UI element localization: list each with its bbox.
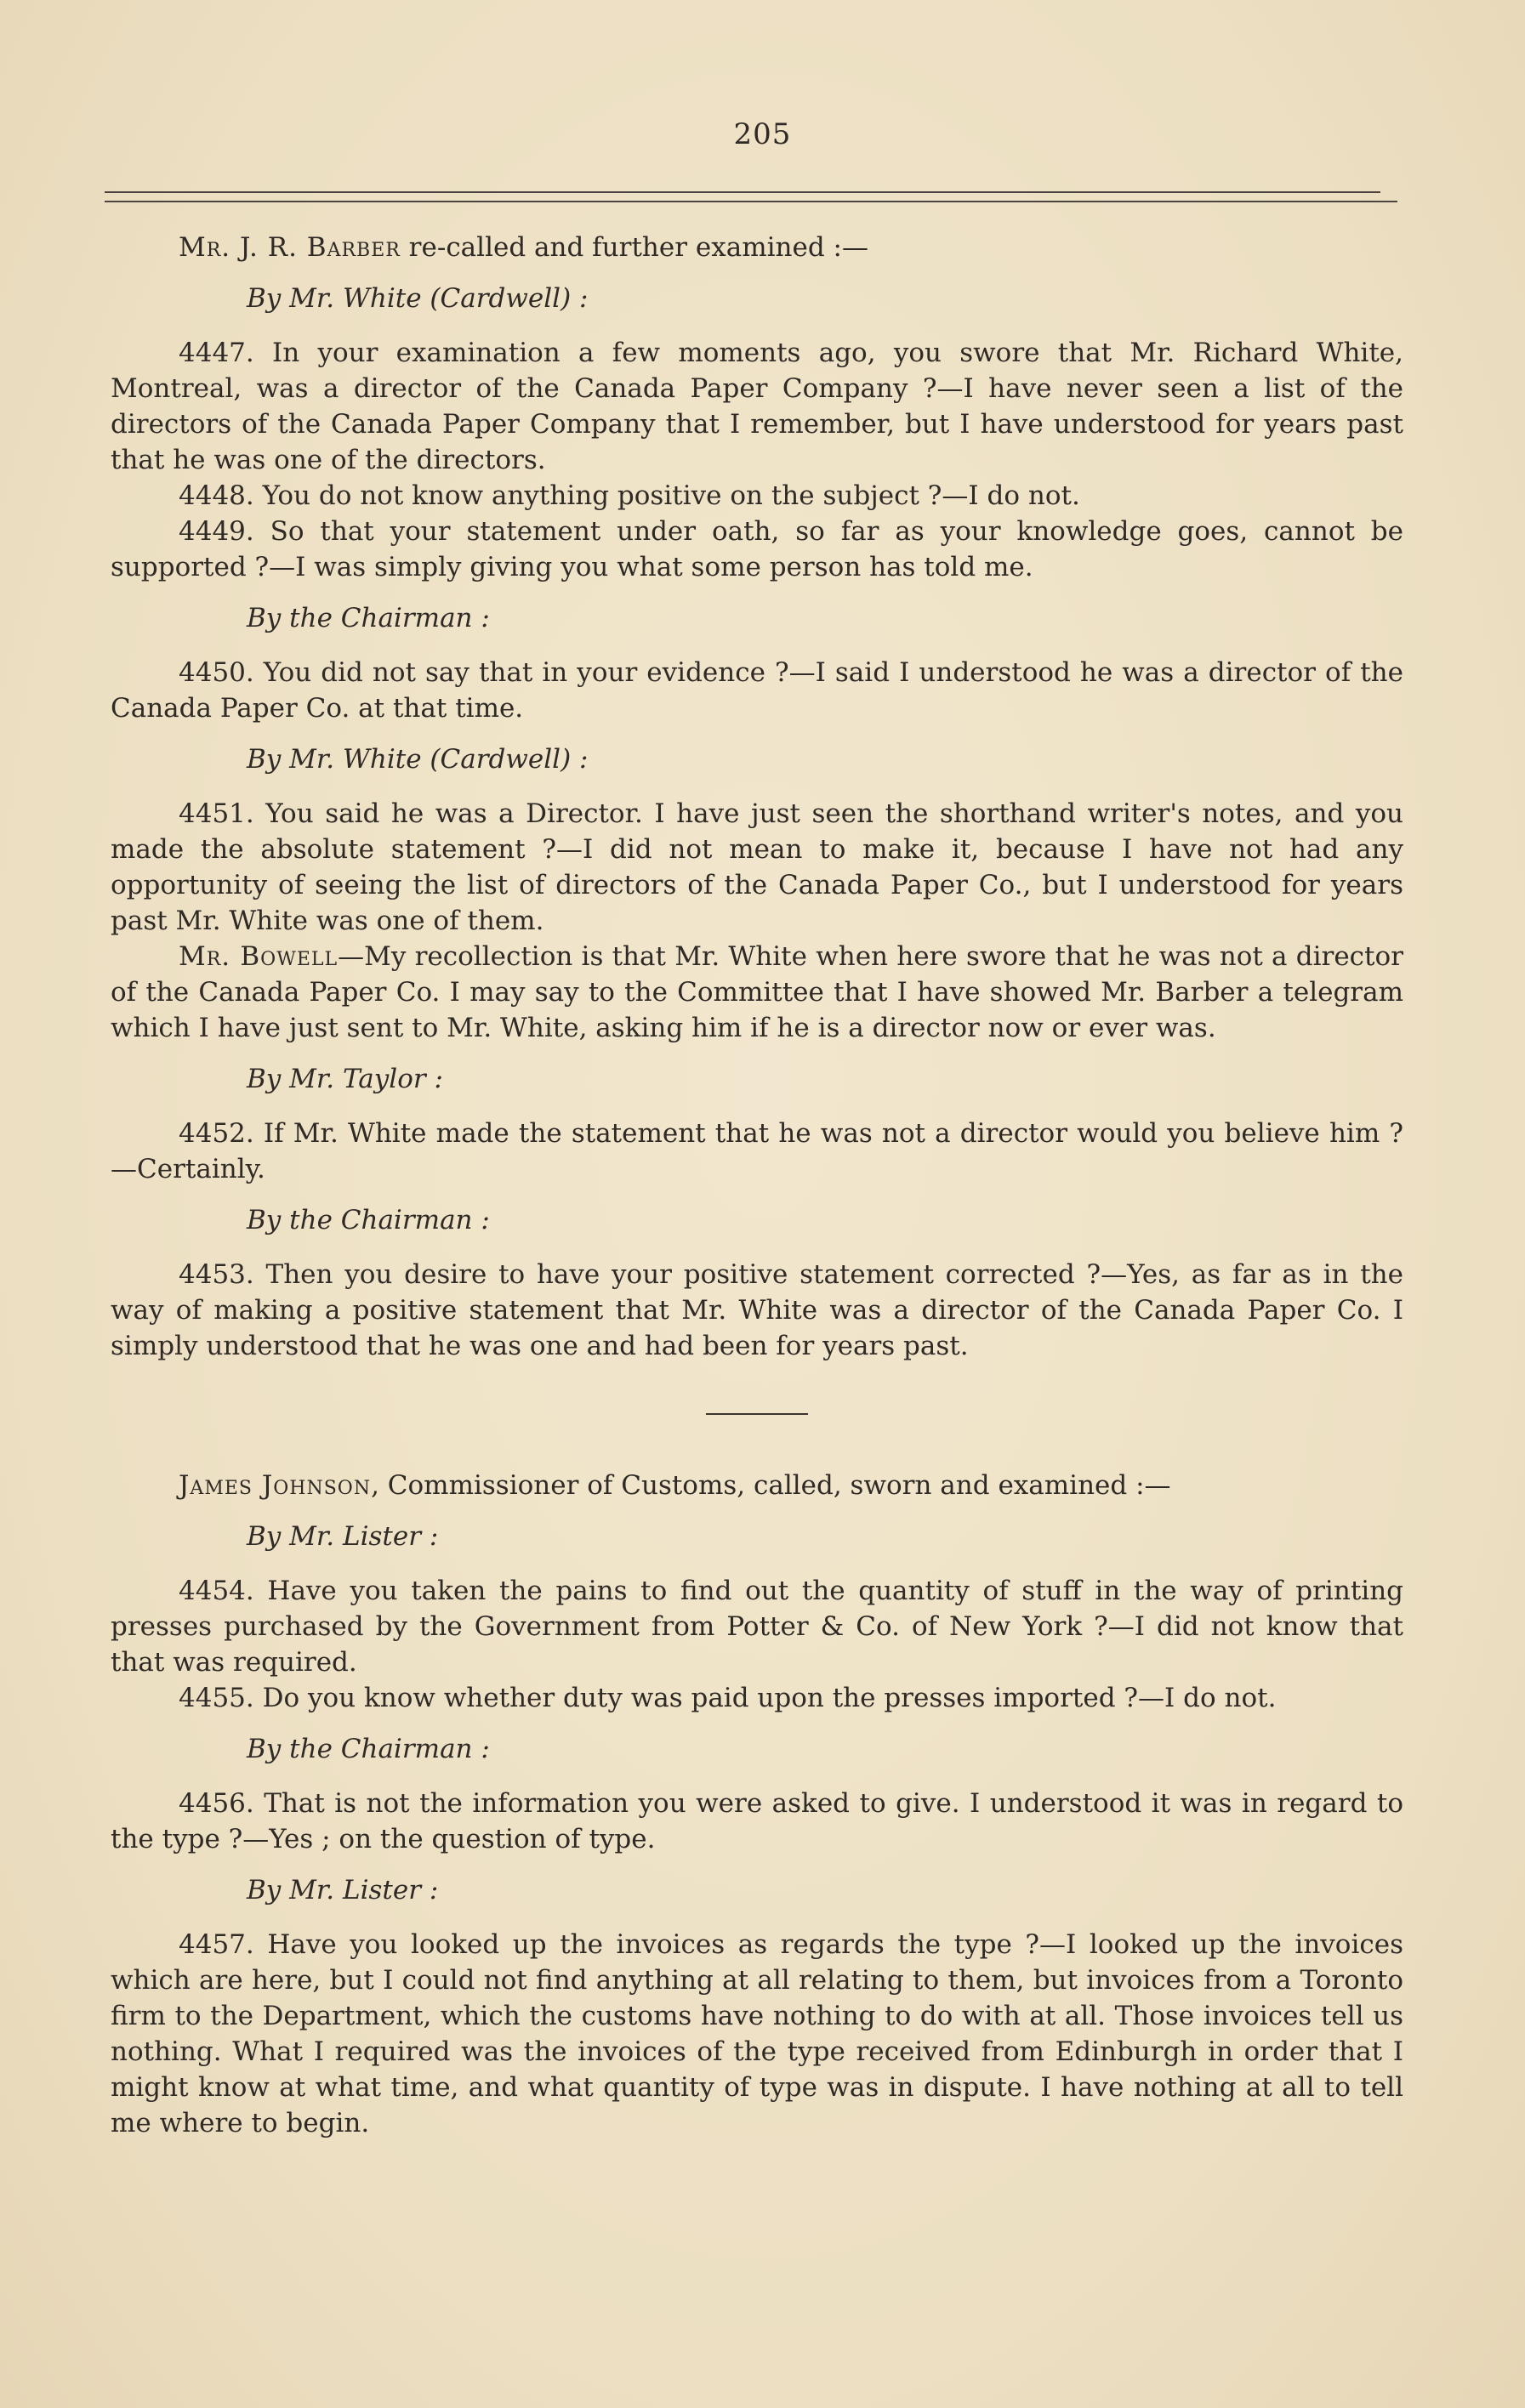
speaker-name-bowell: Mr. Bowell bbox=[179, 941, 339, 972]
section1-intro bbox=[111, 230, 1403, 265]
header-rule-top bbox=[105, 191, 1380, 193]
byline-white-cardwell-1: By Mr. White (Cardwell) : bbox=[247, 283, 589, 314]
statement-bowell bbox=[111, 939, 1403, 1046]
question-4453: 4453. Then you desire to have your positive statement corrected ?—Yes, as far as in the way of making a positive statement that Mr. White was a director of the Canada Paper Co. I simply understood that he was one and had been for years past. bbox=[111, 1259, 1403, 1361]
witness-name-johnson: James Johnson bbox=[179, 1470, 372, 1501]
statement-bowell-text: —My recollection is that Mr. White when here swore that he was not a director of the Canada Paper Co. I may say to the Committee that I have showed Mr. Barber a telegram which I have just sent to Mr. White, asking him if he is a director now or ever was. bbox=[111, 941, 1403, 1043]
question-4450: 4450. You did not say that in your evidence ?—I said I understood he was a director of the Canada Paper Co. at that time. bbox=[111, 657, 1403, 724]
section1-intro-text: re-called and further examined :— bbox=[400, 232, 868, 263]
page-body bbox=[111, 230, 1403, 2141]
byline-lister-1: By Mr. Lister : bbox=[247, 1521, 439, 1552]
page-number: 205 bbox=[733, 117, 792, 151]
byline-chairman-1: By the Chairman : bbox=[247, 603, 490, 633]
byline-white-cardwell-2: By Mr. White (Cardwell) : bbox=[247, 744, 589, 775]
question-4451: 4451. You said he was a Director. I have just seen the shorthand writer's notes, and you made the absolute statement ?—I did not mean to make it, because I have not had any opportunity of seeing the list of directors of the Canada Paper Co., but I understood for years past Mr. White was one of them. bbox=[111, 798, 1403, 936]
section2-intro bbox=[111, 1468, 1403, 1503]
question-4452: 4452. If Mr. White made the statement that he was not a director would you believe him ?—Certainly. bbox=[111, 1118, 1403, 1184]
question-4454: 4454. Have you taken the pains to find out the quantity of stuff in the way of printing presses purchased by the Government from Potter & Co. of New York ?—I did not know that that was required. bbox=[111, 1576, 1403, 1678]
question-4448: 4448. You do not know anything positive on the subject ?—I do not. bbox=[179, 480, 1080, 511]
section2-intro-text: , Commissioner of Customs, called, sworn and examined :— bbox=[371, 1470, 1171, 1501]
byline-chairman-3: By the Chairman : bbox=[247, 1734, 490, 1764]
question-4457: 4457. Have you looked up the invoices as regards the type ?—I looked up the invoices which are here, but I could not find anything at all relating to them, but invoices from a Toronto firm to the Department, which the customs have nothing to do with at all. Those invoices tell us nothing. What I required was the invoices of the type received from Edinburgh in order that I might know at what time, and what quantity of type was in dispute. I have nothing at all to tell me where to begin. bbox=[111, 1929, 1403, 2138]
question-4447: 4447. In your examination a few moments ago, you swore that Mr. Richard White, Montreal, was a director of the Canada Paper Company ?—I have never seen a list of the directors of the Canada Paper Company that I remember, but I have understood for years past that he was one of the directors. bbox=[111, 338, 1403, 475]
byline-taylor: By Mr. Taylor : bbox=[247, 1064, 443, 1094]
question-4449: 4449. So that your statement under oath, so far as your knowledge goes, cannot be supported ?—I was simply giving you what some person has told me. bbox=[111, 516, 1403, 582]
question-4455: 4455. Do you know whether duty was paid upon the presses imported ?—I do not. bbox=[179, 1683, 1277, 1713]
byline-lister-2: By Mr. Lister : bbox=[247, 1875, 439, 1905]
byline-chairman-2: By the Chairman : bbox=[247, 1205, 490, 1235]
witness-name-barber: Mr. J. R. Barber bbox=[179, 232, 401, 263]
header-rule-bottom bbox=[105, 201, 1397, 202]
section-divider bbox=[706, 1413, 808, 1415]
question-4456: 4456. That is not the information you were asked to give. I understood it was in regard to the type ?—Yes ; on the question of type. bbox=[111, 1788, 1403, 1854]
